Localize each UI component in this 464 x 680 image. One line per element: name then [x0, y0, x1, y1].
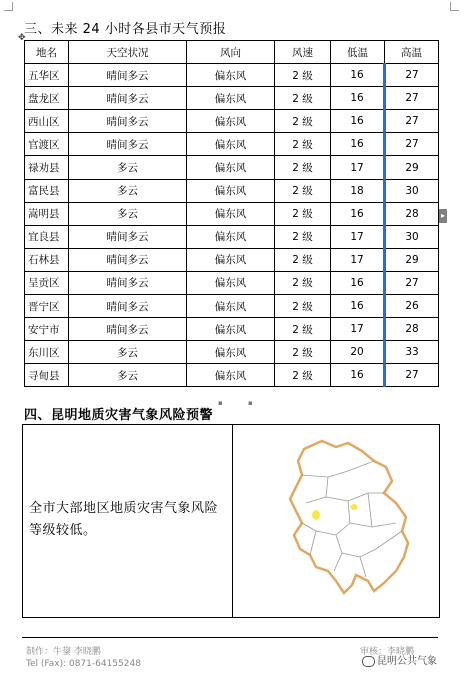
location-cell: 西山区	[25, 110, 69, 133]
wind-direction-cell: 偏东风	[187, 202, 275, 225]
low-temp-cell: 16	[331, 295, 385, 318]
forecast-table-container	[24, 40, 438, 387]
section-3-title: 三、未来 24 小时各县市天气预报	[24, 22, 227, 37]
sky-condition-cell: 多云	[69, 202, 187, 225]
location-cell: 晋宁区	[25, 295, 69, 318]
column-header: 风向	[187, 41, 275, 64]
wind-speed-cell: 2 级	[275, 156, 331, 179]
low-temp-cell: 16	[331, 110, 385, 133]
footer-review: 审核：李晓鹏	[360, 647, 415, 657]
risk-description: 全市大部地区地质灾害气象风险等级较低。	[29, 501, 219, 538]
box-divider	[232, 425, 233, 617]
low-temp-cell: 16	[331, 271, 385, 294]
wechat-icon	[362, 656, 375, 667]
low-temp-cell: 20	[331, 341, 385, 364]
wind-speed-cell: 2 级	[275, 110, 331, 133]
sky-condition-cell: 晴间多云	[69, 133, 187, 156]
footer-tel: Tel (Fax): 0871-64155248	[26, 659, 141, 669]
wind-speed-cell: 2 级	[275, 295, 331, 318]
wind-direction-cell: 偏东风	[187, 364, 275, 387]
wind-direction-cell: 偏东风	[187, 318, 275, 341]
sky-condition-cell: 晴间多云	[69, 225, 187, 248]
expand-arrow-icon[interactable]: ▸	[439, 209, 447, 223]
column-header: 高温	[385, 41, 439, 64]
page-corner-mark	[450, 2, 459, 11]
sky-condition-cell: 晴间多云	[69, 318, 187, 341]
sky-condition-cell: 晴间多云	[69, 87, 187, 110]
column-header: 低温	[331, 41, 385, 64]
location-cell: 宜良县	[25, 225, 69, 248]
sky-condition-cell: 晴间多云	[69, 271, 187, 294]
high-temp-cell: 27	[385, 87, 439, 110]
location-cell: 呈贡区	[25, 271, 69, 294]
table-row	[25, 248, 439, 271]
footer-author: 制作：牛鋆 李晓鹏	[26, 647, 101, 657]
map-highlight-area	[351, 504, 358, 510]
table-row	[25, 364, 439, 387]
wind-speed-cell: 2 级	[275, 341, 331, 364]
high-temp-cell: 26	[385, 295, 439, 318]
map-region-outline	[290, 441, 408, 593]
low-temp-cell: 16	[331, 64, 385, 87]
location-cell: 富民县	[25, 179, 69, 202]
wind-speed-cell: 2 级	[275, 364, 331, 387]
location-cell: 寻甸县	[25, 364, 69, 387]
low-temp-cell: 16	[331, 364, 385, 387]
high-temp-cell: 27	[385, 271, 439, 294]
location-cell: 石林县	[25, 248, 69, 271]
sky-condition-cell: 多云	[69, 179, 187, 202]
wind-speed-cell: 2 级	[275, 225, 331, 248]
wind-direction-cell: 偏东风	[187, 133, 275, 156]
table-row	[25, 225, 439, 248]
wind-direction-cell: 偏东风	[187, 341, 275, 364]
sky-condition-cell: 晴间多云	[69, 64, 187, 87]
table-row	[25, 179, 439, 202]
wind-direction-cell: 偏东风	[187, 64, 275, 87]
table-row	[25, 341, 439, 364]
high-temp-cell: 27	[385, 133, 439, 156]
location-cell: 五华区	[25, 64, 69, 87]
watermark	[362, 652, 437, 667]
low-temp-cell: 17	[331, 225, 385, 248]
table-row	[25, 64, 439, 87]
location-cell: 嵩明县	[25, 202, 69, 225]
location-cell: 官渡区	[25, 133, 69, 156]
sky-condition-cell: 多云	[69, 341, 187, 364]
low-temp-cell: 16	[331, 87, 385, 110]
high-temp-cell: 28	[385, 318, 439, 341]
table-row	[25, 156, 439, 179]
table-row	[25, 133, 439, 156]
low-temp-cell: 16	[331, 133, 385, 156]
low-temp-cell: 18	[331, 179, 385, 202]
high-temp-cell: 29	[385, 248, 439, 271]
forecast-table	[24, 40, 439, 387]
table-row	[25, 318, 439, 341]
low-temp-cell: 16	[331, 202, 385, 225]
low-temp-cell: 17	[331, 318, 385, 341]
table-body	[25, 64, 439, 387]
wind-direction-cell: 偏东风	[187, 248, 275, 271]
watermark-label: 昆明公共气象	[377, 656, 437, 667]
wind-direction-cell: 偏东风	[187, 156, 275, 179]
wind-direction-cell: 偏东风	[187, 110, 275, 133]
page-corner-mark	[4, 2, 13, 11]
geohazard-risk-map	[256, 431, 424, 611]
table-row	[25, 87, 439, 110]
column-header: 风速	[275, 41, 331, 64]
table-row	[25, 295, 439, 318]
sky-condition-cell: 多云	[69, 364, 187, 387]
high-temp-cell: 27	[385, 364, 439, 387]
wind-speed-cell: 2 级	[275, 318, 331, 341]
high-temp-cell: 28	[385, 202, 439, 225]
wind-speed-cell: 2 级	[275, 133, 331, 156]
sky-condition-cell: 晴间多云	[69, 295, 187, 318]
high-temp-cell: 30	[385, 179, 439, 202]
high-temp-cell: 30	[385, 225, 439, 248]
wind-speed-cell: 2 级	[275, 179, 331, 202]
wind-speed-cell: 2 级	[275, 202, 331, 225]
sky-condition-cell: 晴间多云	[69, 248, 187, 271]
table-header-row	[25, 41, 439, 64]
wind-direction-cell: 偏东风	[187, 295, 275, 318]
location-cell: 安宁市	[25, 318, 69, 341]
high-temp-cell: 29	[385, 156, 439, 179]
wind-speed-cell: 2 级	[275, 64, 331, 87]
footer-divider	[22, 637, 438, 638]
wind-speed-cell: 2 级	[275, 271, 331, 294]
wind-speed-cell: 2 级	[275, 87, 331, 110]
wind-direction-cell: 偏东风	[187, 271, 275, 294]
wind-direction-cell: 偏东风	[187, 225, 275, 248]
location-cell: 盘龙区	[25, 87, 69, 110]
column-header: 地名	[25, 41, 69, 64]
table-move-handle-icon[interactable]: ✥	[18, 33, 26, 43]
wind-direction-cell: 偏东风	[187, 179, 275, 202]
map-highlight-area	[312, 510, 320, 520]
wind-speed-cell: 2 级	[275, 248, 331, 271]
high-temp-cell: 33	[385, 341, 439, 364]
table-row	[25, 202, 439, 225]
location-cell: 东川区	[25, 341, 69, 364]
section-break-mark-icon: ▪	[248, 399, 253, 407]
low-temp-cell: 17	[331, 156, 385, 179]
location-cell: 禄劝县	[25, 156, 69, 179]
high-temp-cell: 27	[385, 64, 439, 87]
low-temp-cell: 17	[331, 248, 385, 271]
column-header: 天空状况	[69, 41, 187, 64]
section-4-title: 四、昆明地质灾害气象风险预警	[24, 408, 214, 423]
high-temp-cell: 27	[385, 110, 439, 133]
sky-condition-cell: 多云	[69, 156, 187, 179]
section-break-mark-icon: ▪	[218, 399, 223, 407]
table-row	[25, 110, 439, 133]
table-row	[25, 271, 439, 294]
wind-direction-cell: 偏东风	[187, 87, 275, 110]
sky-condition-cell: 晴间多云	[69, 110, 187, 133]
